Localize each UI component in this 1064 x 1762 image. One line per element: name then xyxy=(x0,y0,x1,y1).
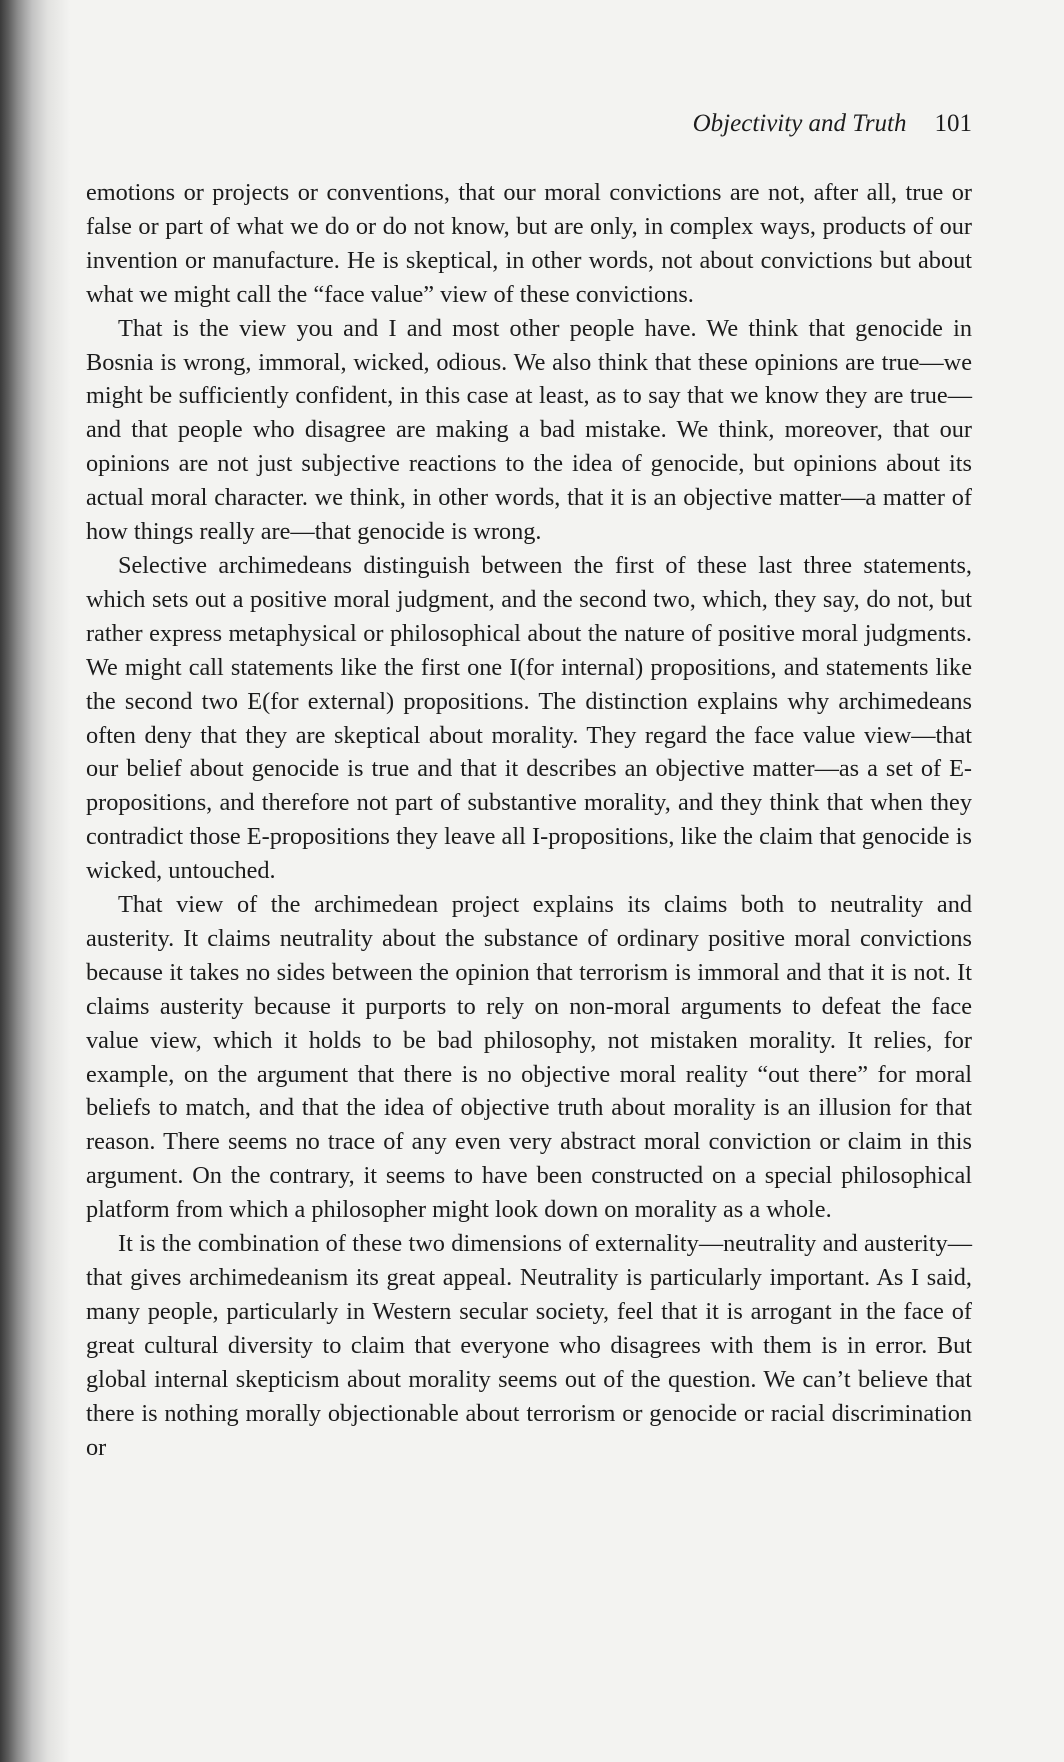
book-gutter-shadow xyxy=(0,0,70,1762)
body-text xyxy=(86,176,972,1464)
running-head xyxy=(693,110,972,138)
paragraph: That view of the archimedean project explains its claims both to neutrality and austerity. It claims neutrality about the substance of ordinary positive moral convictions because it takes no sides between the opinion that terrorism is immoral and that it is not. It claims austerity because it purports to rely on non-moral arguments to defeat the face value view, which it holds to be bad philosophy, not mistaken morality. It relies, for example, on the argument that there is no objective moral reality “out there” for moral beliefs to match, and that the idea of objective truth about morality is an illusion for that reason. There seems no trace of any even very abstract moral conviction or claim in this argument. On the contrary, it seems to have been constructed on a special philosophical platform from which a philosopher might look down on morality as a whole. xyxy=(86,891,972,1224)
paragraph-continued: emotions or projects or conventions, that our moral convictions are not, after all, true or false or part of what we do or do not know, but are only, in complex ways, products of our invention or manufacture. He is skeptical, in other words, not about convictions but about what we might call the “face value” view of these convictions. xyxy=(86,179,972,308)
paragraph: It is the combination of these two dimensions of externality—neutrality and austerity—that gives archimedeanism its great appeal. Neutrality is particularly important. As I said, many people, particularly in Western secular society, feel that it is arrogant in the face of great cultural diversity to claim that everyone who disagrees with them is in error. But global internal skepticism about morality seems out of the question. We can’t believe that there is nothing morally objectionable about terrorism or genocide or racial discrimination or xyxy=(86,1230,972,1461)
paragraph: That is the view you and I and most other people have. We think that genocide in Bosnia is wrong, immoral, wicked, odious. We also think that these opinions are true—we might be sufficiently confident, in this case at least, as to say that we know they are true—and that people who disagree are making a bad mistake. We think, moreover, that our opinions are not just subjective reactions to the idea of genocide, but opinions about its actual moral character. we think, in other words, that it is an objective matter—a matter of how things really are—that genocide is wrong. xyxy=(86,314,972,546)
running-head-title: Objectivity and Truth xyxy=(692,110,907,137)
paragraph: Selective archimedeans distinguish between the first of these last three statements, which sets out a positive moral judgment, and the second two, which, they say, do not, but rather express metaphysical or philosophical about the nature of positive moral judgments. We might call statements like the first one I(for internal) propositions, and statements like the second two E(for external) propositions. The distinction explains why archimedeans often deny that they are skeptical about morality. They regard the face value view—that our belief about genocide is true and that it describes an objective matter—as a set of E-propositions, and therefore not part of substantive morality, and they think that when they contradict those E-propositions they leave all I-propositions, like the claim that genocide is wicked, untouched. xyxy=(86,551,972,885)
page-number: 101 xyxy=(934,110,972,137)
